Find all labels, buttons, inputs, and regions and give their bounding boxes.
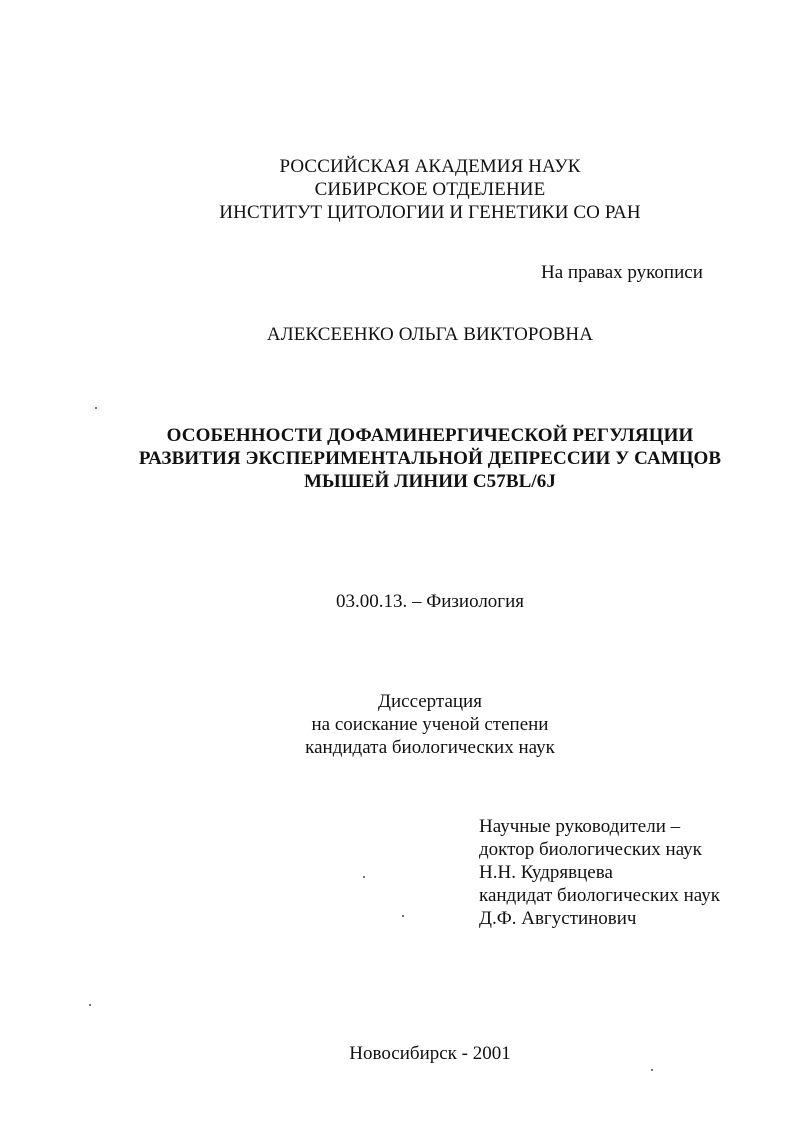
degree-block: [30, 690, 793, 759]
degree-line-2: на соискание ученой степени: [311, 714, 549, 735]
dissertation-title: [30, 424, 793, 493]
degree-line-3: кандидата биологических наук: [305, 737, 555, 758]
supervisor-1-degree: доктор биологических наук: [479, 839, 702, 860]
institution-line-academy: РОССИЙСКАЯ АКАДЕМИЯ НАУК: [279, 156, 581, 177]
supervisors-heading: Научные руководители –: [479, 816, 681, 837]
supervisor-2-name: Д.Ф. Августинович: [479, 908, 637, 929]
supervisor-2-degree: кандидат биологических наук: [479, 885, 720, 906]
specialty-block: [30, 590, 793, 613]
degree-line-1: Диссертация: [378, 691, 482, 712]
specialty-code: 03.00.13. – Физиология: [335, 591, 525, 612]
city-year: Новосибирск - 2001: [349, 1043, 511, 1064]
scan-speck: [363, 876, 365, 878]
supervisor-1-name: Н.Н. Кудрявцева: [479, 862, 613, 883]
title-line-2: РАЗВИТИЯ ЭКСПЕРИМЕНТАЛЬНОЙ ДЕПРЕССИИ У САМЦОВ: [138, 448, 722, 469]
institution-header: [30, 155, 793, 224]
scan-speck: [95, 407, 97, 409]
institution-line-institute: ИНСТИТУТ ЦИТОЛОГИИ И ГЕНЕТИКИ СО РАН: [219, 202, 641, 223]
supervisors-block: [479, 815, 720, 930]
city-year-footer: [30, 1042, 793, 1065]
title-line-1: ОСОБЕННОСТИ ДОФАМИНЕРГИЧЕСКОЙ РЕГУЛЯЦИИ: [166, 425, 694, 446]
title-line-3: МЫШЕЙ ЛИНИИ С57BL/6J: [303, 471, 557, 492]
rights-note: На правах рукописи: [541, 262, 703, 283]
author-name: АЛЕКСЕЕНКО ОЛЬГА ВИКТОРОВНА: [266, 324, 594, 345]
scan-speck: [89, 1004, 91, 1006]
scan-speck: [402, 915, 404, 917]
institution-line-branch: СИБИРСКОЕ ОТДЕЛЕНИЕ: [314, 179, 546, 200]
scan-speck: [651, 1069, 653, 1071]
author-block: [30, 323, 793, 346]
